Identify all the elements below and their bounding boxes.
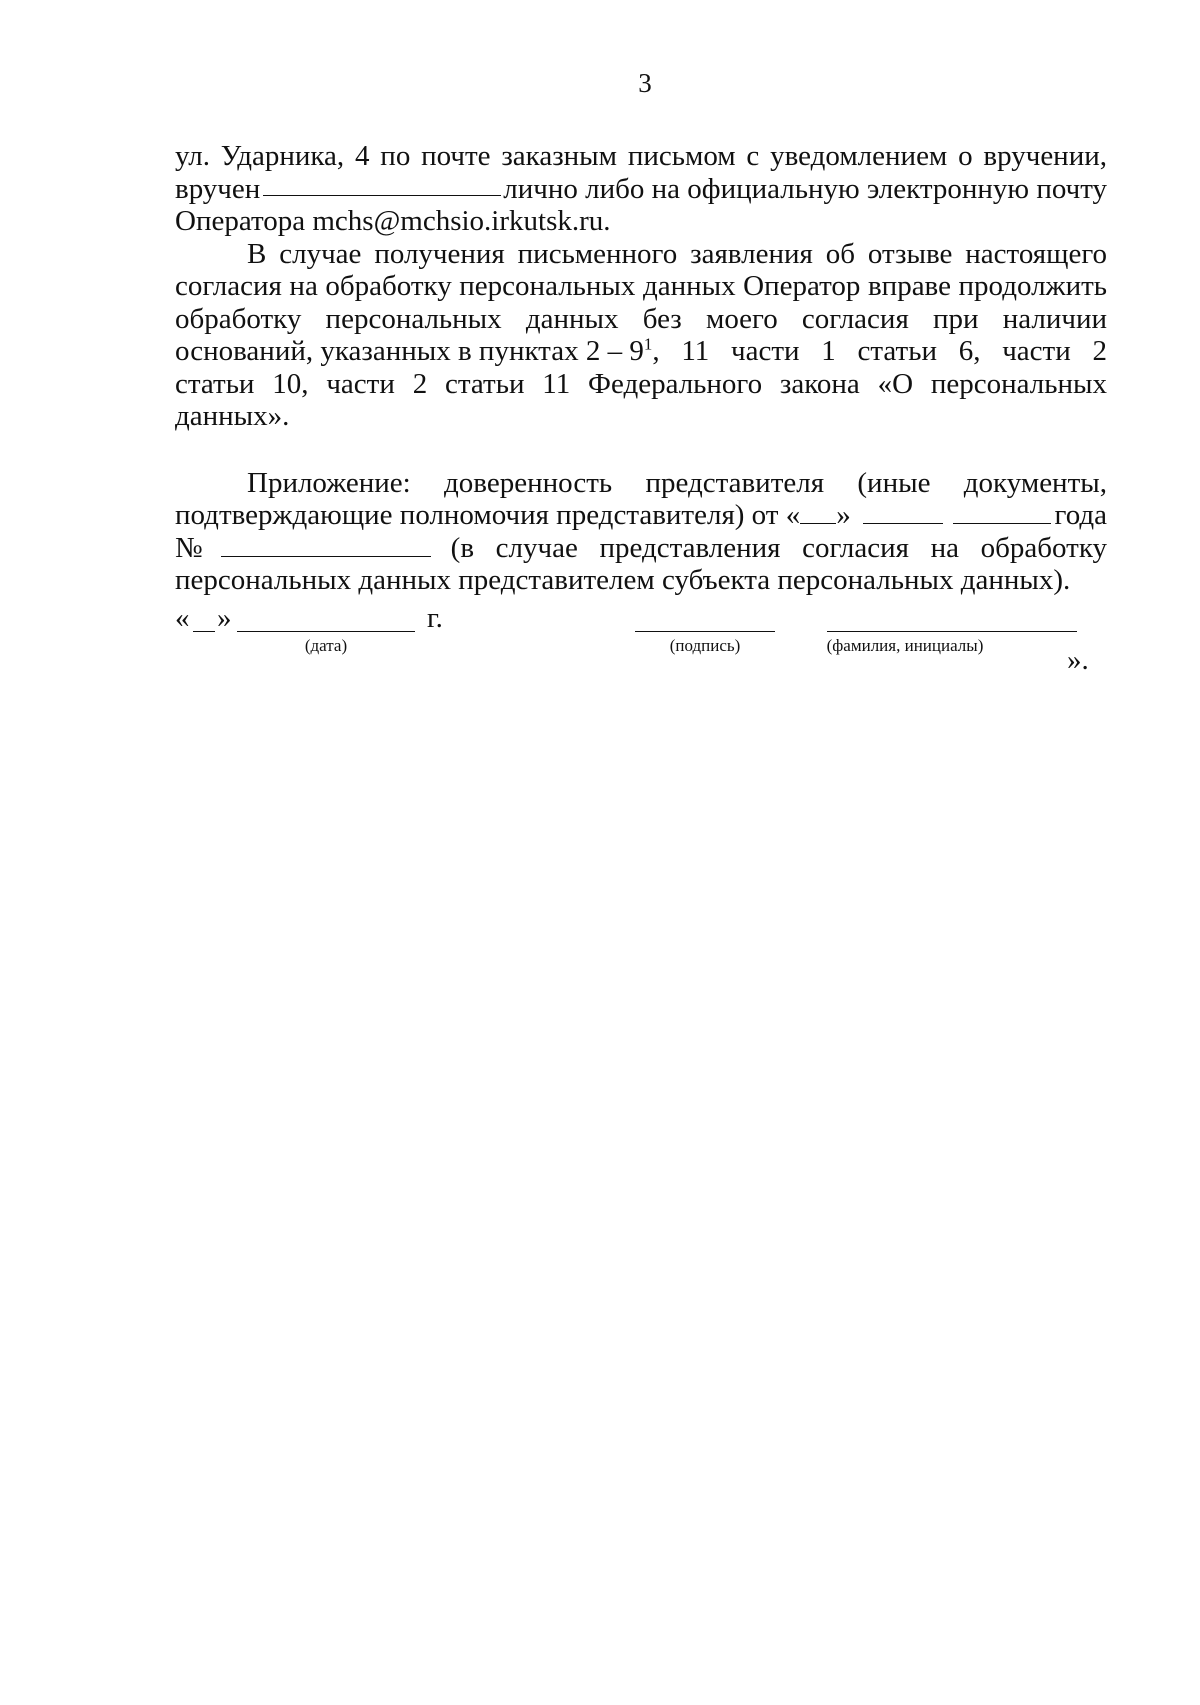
body-text [175, 140, 1107, 597]
date-blank [237, 631, 415, 632]
attachment-line3-b: (в случае представления согласия на обработку [450, 531, 1107, 564]
number-sign: № [175, 531, 203, 564]
attachment-line2-b: » [836, 499, 851, 531]
year-suffix: г. [427, 602, 443, 634]
paragraph2-line4 [175, 335, 1107, 368]
name-blank [827, 631, 1077, 632]
signature-caption: (подпись) [669, 636, 741, 655]
attachment-line2 [175, 499, 1107, 532]
attachment-line4: персональных данных представителем субъекта персональных данных). [175, 564, 1071, 596]
paragraph2-line1: В случае получения письменного заявления об отзыве настоящего [247, 237, 1107, 270]
text-lichno: лично либо на официальную электронную почту [503, 172, 1107, 205]
attachment-line3 [175, 532, 1107, 565]
paragraph2-line3: обработку персональных данных без моего согласия при наличии [175, 302, 1107, 335]
end-mark: ». [1067, 644, 1089, 676]
document-number-blank [221, 534, 431, 557]
date-close-quote: » [217, 602, 232, 634]
signature-block [175, 602, 1115, 676]
paragraph2-line2: согласия на обработку персональных данных Оператор вправе продолжить [175, 270, 1107, 302]
paragraph1-line3: Оператора mchs@mchsio.irkutsk.ru. [175, 205, 611, 237]
month-blank [863, 501, 943, 524]
paragraph2-line4-a: оснований, указанных в пунктах 2 – 9 [175, 335, 644, 367]
attachment-line2-c: года [1054, 499, 1107, 531]
superscript: 1 [643, 334, 653, 354]
day-blank [800, 501, 836, 524]
spacer [175, 433, 1107, 467]
date-open-quote: « [175, 602, 190, 634]
page-number: 3 [638, 68, 652, 98]
attachment-line2-a: подтверждающие полномочия представителя) от « [175, 499, 801, 531]
year-blank [953, 501, 1051, 524]
date-caption: (дата) [304, 636, 348, 655]
paragraph1-line2 [175, 173, 1107, 206]
paragraph2-line4-main [175, 335, 652, 368]
name-caption: (фамилия, инициалы) [826, 636, 984, 655]
paragraph2-line4-b: , 11 части 1 статьи 6, части 2 [652, 335, 1107, 367]
paragraph2-line5: статьи 10, части 2 статьи 11 Федерального закона «О персональных [175, 367, 1107, 400]
delivery-blank [263, 173, 501, 196]
date-day-blank [193, 631, 215, 632]
text-vruchen: вручен [175, 172, 261, 205]
attachment-line1: Приложение: доверенность представителя (иные документы, [247, 466, 1107, 499]
signature-blank [635, 631, 775, 632]
paragraph2-line6: данных». [175, 400, 290, 432]
paragraph1-line1: ул. Ударника, 4 по почте заказным письмом с уведомлением о вручении, [175, 140, 1107, 172]
